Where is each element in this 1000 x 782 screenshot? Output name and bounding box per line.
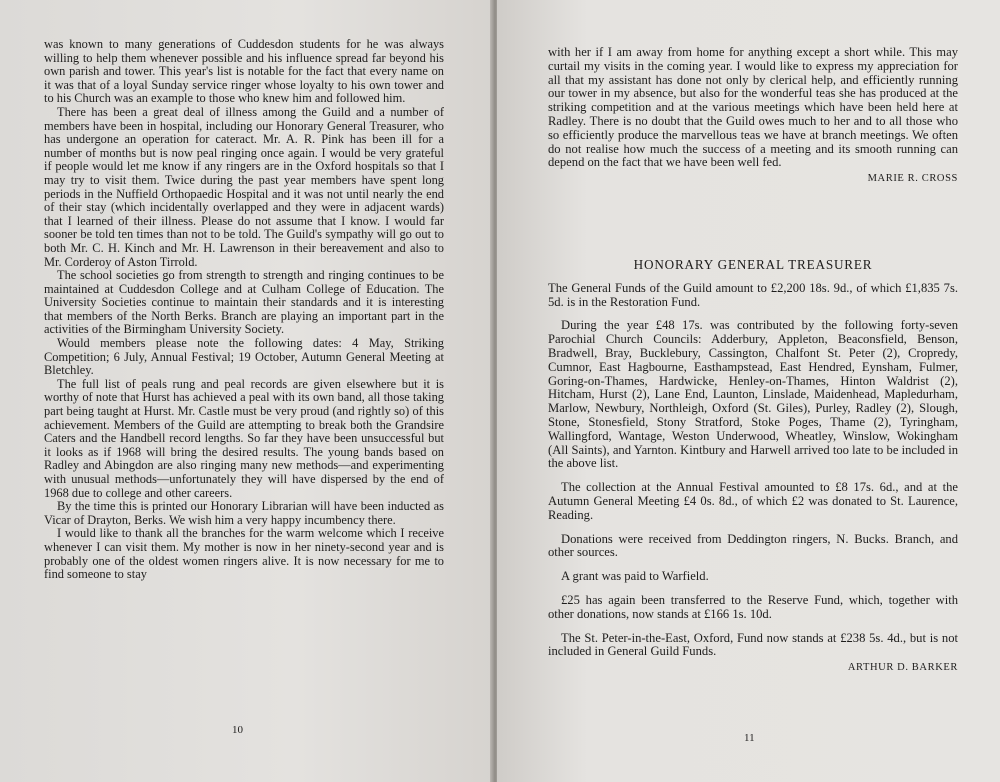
treasurer-paragraph: The collection at the Annual Festival amounted to £8 17s. 6d., and at the Autumn General Meeting £4 0s. 8d., of which £2 was donated to St. Laurence, Reading. [548,480,958,522]
left-paragraph: The full list of peals rung and peal records are given elsewhere but it is worthy of note that Hurst has achieved a peal with its own band, all those taking part being taught at Hurst. Mr. Castle must be very proud (and rightly so) of this achievement. Members of the Guild are attempting to break both the Grandsire Caters and the Handbell record lengths. So far they have been unsuccessful but it looks as if 1968 will bring the desired results. The young bands based on Radley and Abingdon are also ringing many new methods—and experimenting with unusual methods—unfortunately they will have dispersed by the end of 1968 due to college and other careers. [44,376,444,500]
left-paragraph: Would members please note the following dates: 4 May, Striking Competition; 6 July, Annual Festival; 19 October, Autumn General Meeting at Bletchley. [44,336,444,378]
left-paragraph: The school societies go from strength to strength and ringing continues to be maintained at Cuddesdon College and at Culham College of Education. The University Societies continue to maintain their standards and it is interesting that members of the North Berks. Branch are playing an important part in the activities of the Birmingham University Society. [44,268,444,337]
treasurer-paragraph: During the year £48 17s. was contributed by the following forty-seven Parochial Church Councils: Adderbury, Appleton, Beaconsfield, Benson, Bradwell, Bray, Bucklebury, Cassington, Chalfont St. Peter (2), Cropredy, Cumnor, East Hagbourne, Easthampstead, East Hendred, Eynsham, Fulmer, Goring-on-Thames, Hardwicke, Henley-on-Thames, Hinton Waldrist (2), Hitcham, Hurst (2), Lane End, Launton, Linslade, Maidenhead, Mapledurham, Marlow, Newbury, Northleigh, Oxford (St. Giles), Purley, Radley (2), Slough, Stone, Stonesfield, Stony Stratford, Stoke Poges, Thame (2), Tyringham, Wallingford, Wantage, Weston Underwood, Wheatley, Winslow, Wokingham (All Saints), and Yarnton. Kintbury and Harwell arrived too late to be included in the above list. [548,318,958,471]
treasurer-paragraph: A grant was paid to Warfield. [561,569,709,584]
treasurer-paragraph: The St. Peter-in-the-East, Oxford, Fund now stands at £238 5s. 4d., but is not included in General Guild Funds. [548,630,958,659]
treasurer-paragraph: The General Funds of the Guild amount to £2,200 18s. 9d., of which £1,835 7s. 5d. is in the Restoration Fund. [548,280,958,309]
left-paragraph: was known to many generations of Cuddesdon students for he was always willing to help them whenever possible and his influence spread far beyond his own parish and tower. This year's list is notable for the fact that every name on it was that of a loyal Sunday service ringer whose loyalty to his own tower and to his Church was an example to those who knew him and followed him. [44,37,444,106]
right-page-number: 11 [744,732,755,744]
right-page-text [548,46,958,675]
right-paragraph: with her if I am away from home for anything except a short while. This may curtail my visits in the coming year. I would like to express my appreciation for all that my assistant has done not only by clerical help, and efficiently running our tower in my absence, but also for the wonderful teas she has produced at the striking competition and at the various meetings which have been held here at Radley. There is no doubt that the Guild owes much to her and to all those who so efficiently produce the marvellous teas we have at branch meetings. We often do not realise how much the success of a meeting and its smooth running can depend on the fact that we have been well fed. [548,45,958,170]
signature-arthur-barker: ARTHUR D. BARKER [847,662,958,674]
left-paragraph: I would like to thank all the branches for the warm welcome which I receive whenever I can visit them. My mother is now in her ninety-second year and is probably one of the oldest women ringers alive. It is now necessary for me to find someone to stay [44,526,444,582]
signature-marie-cross: MARIE R. CROSS [867,173,958,185]
treasurer-paragraph: £25 has again been transferred to the Reserve Fund, which, together with other donations, now stands at £166 1s. 10d. [548,592,958,621]
left-page [0,0,493,782]
left-page-text [44,38,444,582]
left-paragraph: By the time this is printed our Honorary Librarian will have been inducted as Vicar of Drayton, Berks. We wish him a very happy incumbency there. [44,499,444,527]
left-paragraph: There has been a great deal of illness among the Guild and a number of members have been in hospital, including our Honorary General Treasurer, who has undergone an operation for cateract. Mr. A. R. Pink has been ill for a number of months but is now peal ringing once again. I would be very grateful if people would let me know if any ringers are in the Oxford hospitals so that I may try to visit them. Twice during the past year members have spent long periods in the Nuffield Orthopaedic Hospital and it was not until nearly the end of their stay (which incidentally overlapped and they were in adjacent wards) that I learned of their illness. Please do not assume that I know. I would far sooner be told ten times than not to be told. The Guild's sympathy will go out to both Mr. C. H. Kinch and Mr. H. Lawrenson in their bereavement and also to Mr. Corderoy of Aston Tirrold. [44,104,444,269]
left-page-number: 10 [232,724,243,736]
section-heading: HONORARY GENERAL TREASURER [633,256,873,272]
treasurer-paragraph: Donations were received from Deddington ringers, N. Bucks. Branch, and other sources. [548,531,958,560]
